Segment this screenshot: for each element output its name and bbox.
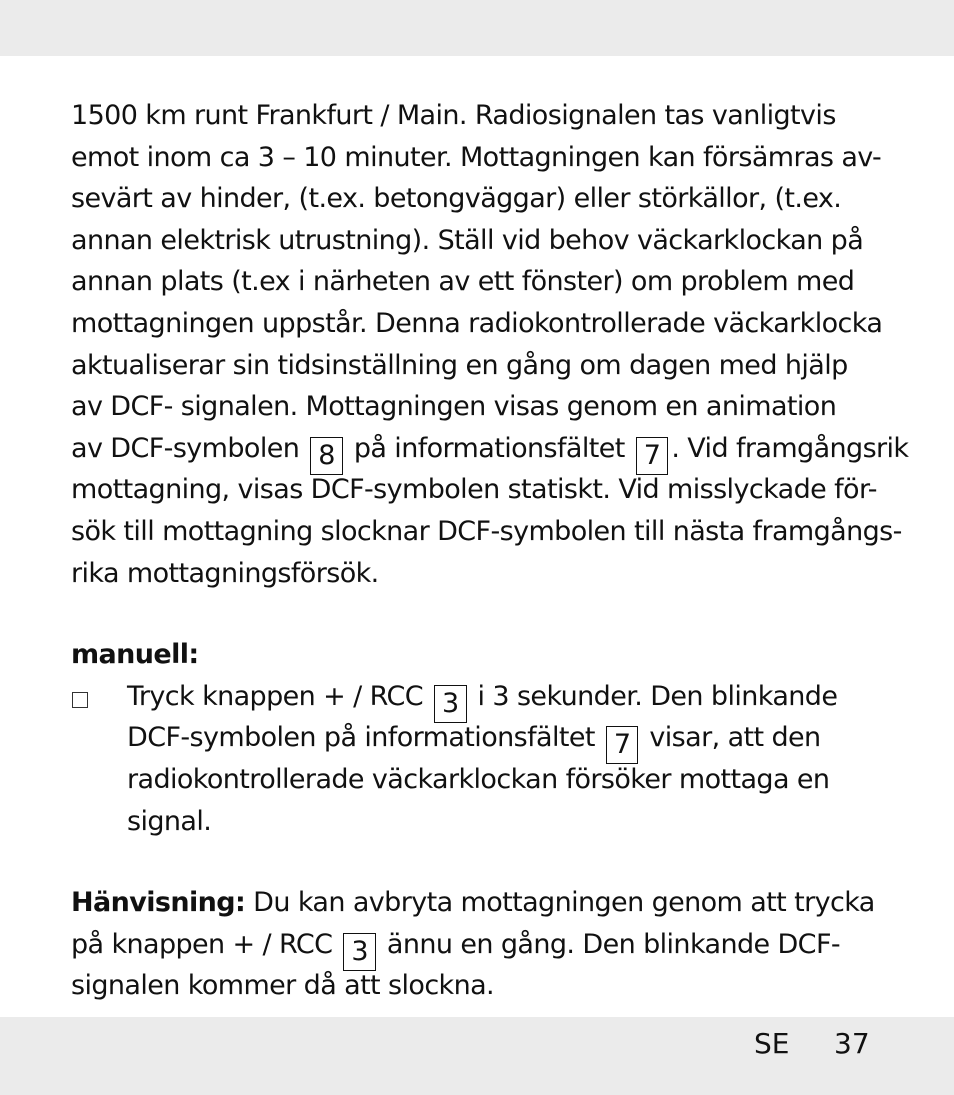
text-line: signalen kommer då att slockna. bbox=[71, 970, 495, 1002]
text-fragment: Du kan avbryta mottagningen genom att trycka bbox=[253, 887, 875, 919]
reference-number-box: 8 bbox=[310, 437, 343, 475]
text-line: av DCF- signalen. Mottagningen visas genom en animation bbox=[71, 391, 837, 423]
text-fragment: på knappen + / RCC bbox=[71, 928, 333, 960]
text-line: mottagning, visas DCF-symbolen statiskt. Vid misslyckade för- bbox=[71, 474, 877, 506]
text-fragment: av DCF-symbolen bbox=[71, 432, 300, 464]
text-line bbox=[127, 717, 901, 759]
checkbox-bullet-icon bbox=[72, 692, 88, 708]
text-fragment: i 3 sekunder. Den blinkande bbox=[477, 680, 838, 712]
text-fragment: . Vid framgångsrik bbox=[671, 432, 909, 464]
text-line: radiokontrollerade väckarklockan försöker mottaga en bbox=[127, 763, 830, 795]
text-fragment: ännu en gång. Den blinkande DCF- bbox=[386, 928, 841, 960]
reference-number-box: 7 bbox=[636, 437, 669, 475]
text-fragment: visar, att den bbox=[649, 722, 821, 754]
note-label: Hänvisning: bbox=[71, 887, 246, 919]
text-line bbox=[71, 882, 901, 924]
page-footer bbox=[0, 1017, 954, 1095]
reference-number-box: 7 bbox=[606, 726, 639, 764]
text-line bbox=[71, 428, 909, 471]
language-code: SE bbox=[754, 1027, 790, 1060]
text-fragment: Tryck knappen + / RCC bbox=[127, 680, 423, 712]
top-margin-band bbox=[0, 0, 954, 56]
text-fragment: DCF-symbolen på informationsfältet bbox=[127, 722, 595, 754]
text-line: annan plats (t.ex i närheten av ett fönster) om problem med bbox=[71, 266, 855, 298]
text-line: sök till mottagning slocknar DCF-symbolen till nästa framgångs- bbox=[71, 515, 902, 547]
text-line: annan elektrisk utrustning). Ställ vid behov väckarklockan på bbox=[71, 224, 864, 256]
text-line: sevärt av hinder, (t.ex. betongväggar) eller störkällor, (t.ex. bbox=[71, 183, 842, 215]
reference-number-box: 3 bbox=[343, 933, 376, 971]
note-paragraph bbox=[71, 882, 901, 1007]
text-line: emot inom ca 3 – 10 minuter. Mottagningen kan försämras av- bbox=[71, 141, 882, 173]
instruction-item bbox=[71, 676, 901, 842]
text-line: aktualiserar sin tidsinställning en gång om dagen med hjälp bbox=[71, 349, 848, 381]
reference-number-box: 3 bbox=[434, 685, 467, 723]
page-number: 37 bbox=[834, 1027, 870, 1060]
text-line: rika mottagningsförsök. bbox=[71, 557, 379, 589]
text-fragment: på informationsfältet bbox=[353, 432, 625, 464]
text-line bbox=[71, 924, 901, 966]
text-line: signal. bbox=[127, 805, 212, 837]
body-paragraph bbox=[71, 95, 909, 594]
page-content bbox=[71, 95, 909, 1007]
text-line: mottagningen uppstår. Denna radiokontrollerade väckarklocka bbox=[71, 307, 883, 339]
section-heading: manuell: bbox=[71, 639, 199, 671]
text-line bbox=[127, 676, 901, 718]
text-line: 1500 km runt Frankfurt / Main. Radiosignalen tas vanligtvis bbox=[71, 100, 836, 131]
